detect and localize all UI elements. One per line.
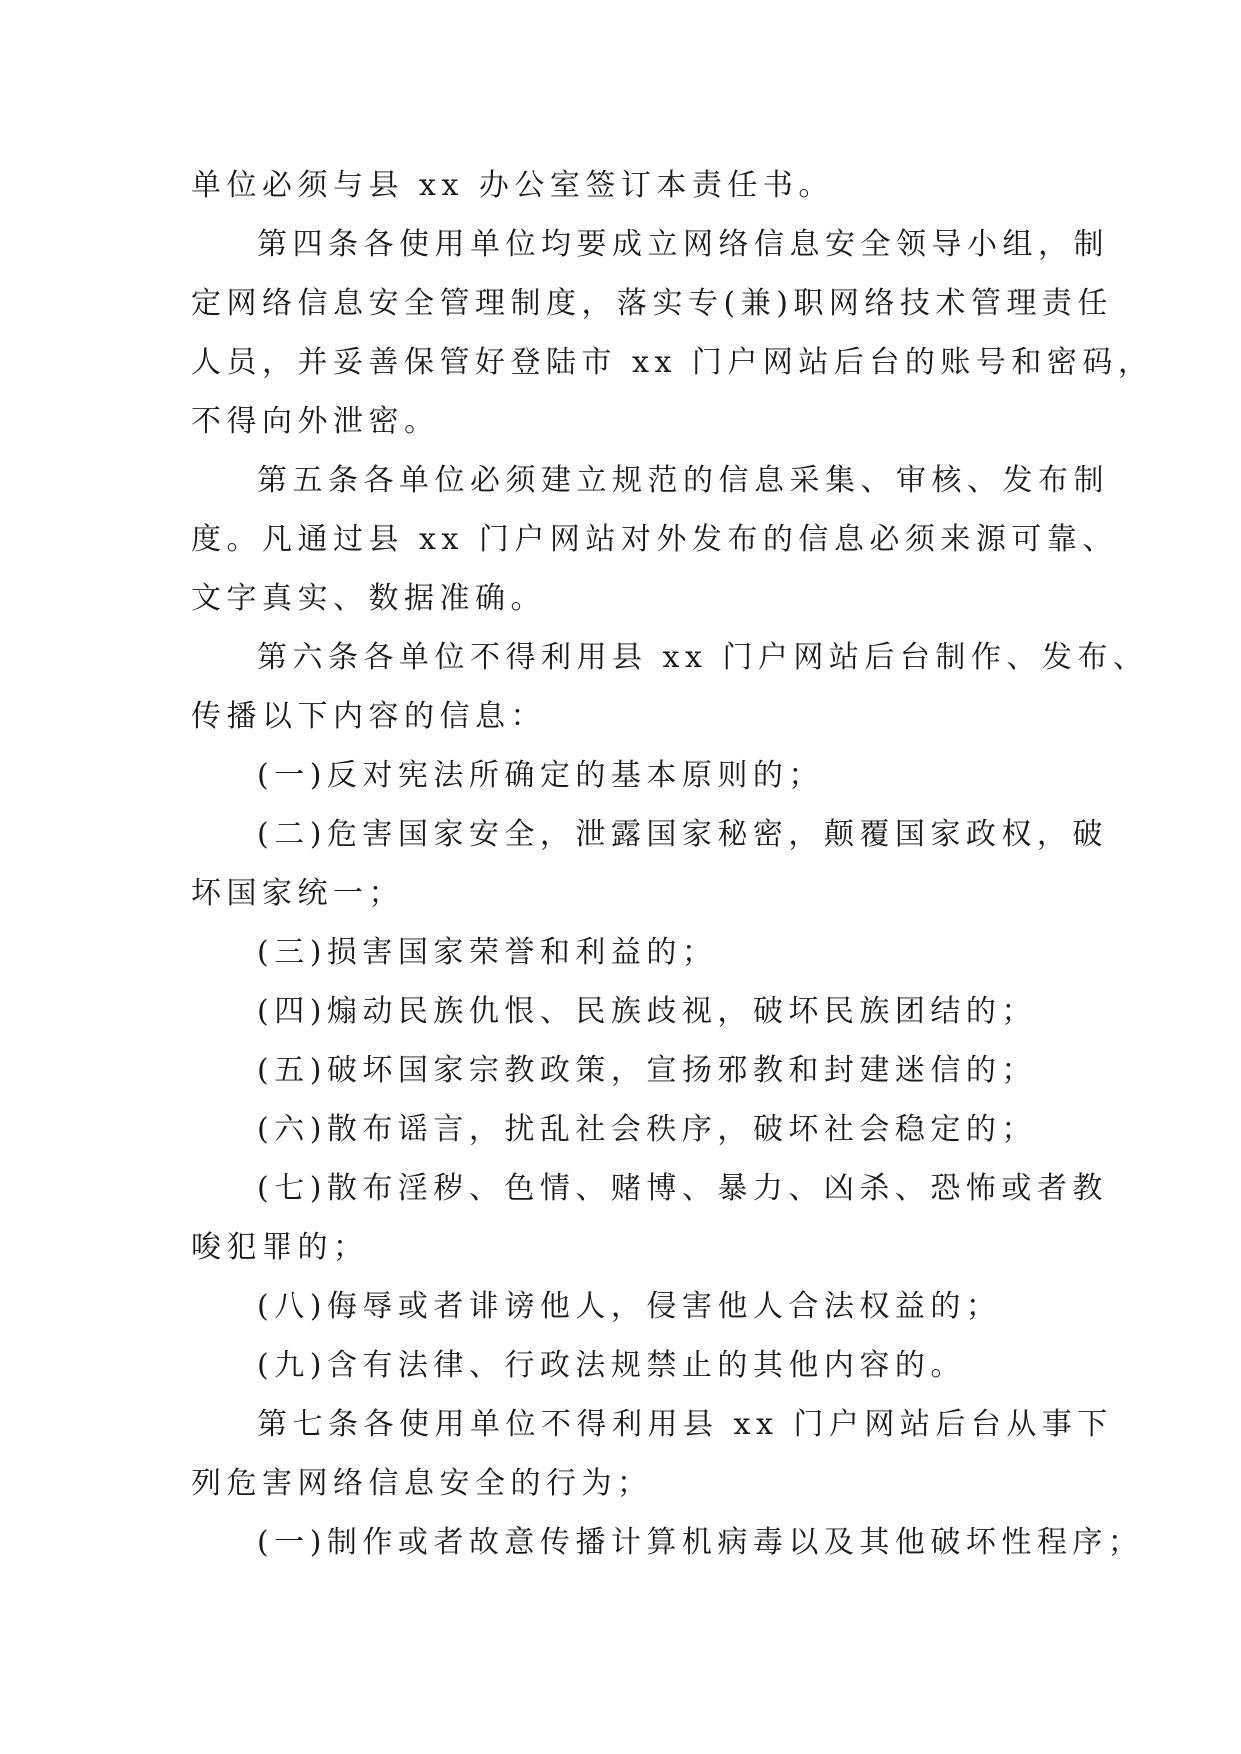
text-line: 坏国家统一； <box>191 876 404 911</box>
text-line: 定网络信息安全管理制度，落实专(兼)职网络技术管理责任 <box>191 286 1113 321</box>
text-line: 传播以下内容的信息： <box>191 699 546 734</box>
text-line: 第六条各单位不得利用县 xx 门户网站后台制作、发布、 <box>257 640 1149 675</box>
text-line: 单位必须与县 xx 办公室签订本责任书。 <box>191 168 834 203</box>
text-line: (一)制作或者故意传播计算机病毒以及其他破坏性程序； <box>257 1525 1144 1560</box>
text-line: 列危害网络信息安全的行为； <box>191 1466 653 1501</box>
text-line: 文字真实、数据准确。 <box>191 581 546 616</box>
text-line: (四)煽动民族仇恨、民族歧视，破坏民族团结的； <box>257 994 1037 1029</box>
text-line: (七)散布淫秽、色情、赌博、暴力、凶杀、恐怖或者教 <box>257 1171 1108 1206</box>
text-line: (五)破坏国家宗教政策，宣扬邪教和封建迷信的； <box>257 1053 1037 1088</box>
text-line: 唆犯罪的； <box>191 1230 369 1265</box>
text-line: 第四条各使用单位均要成立网络信息安全领导小组，制 <box>257 227 1109 262</box>
text-line: 人员，并妥善保管好登陆市 xx 门户网站后台的账号和密码， <box>191 345 1154 380</box>
text-line: (六)散布谣言，扰乱社会秩序，破坏社会稳定的； <box>257 1112 1037 1147</box>
text-line: (一)反对宪法所确定的基本原则的； <box>257 758 824 793</box>
text-line: 第七条各使用单位不得利用县 xx 门户网站后台从事下 <box>257 1407 1113 1442</box>
text-line: 度。凡通过县 xx 门户网站对外发布的信息必须来源可靠、 <box>191 522 1118 557</box>
text-line: (三)损害国家荣誉和利益的； <box>257 935 718 970</box>
document-page <box>191 156 1154 1572</box>
text-line: 不得向外泄密。 <box>191 404 440 439</box>
text-line: (九)含有法律、行政法规禁止的其他内容的。 <box>257 1348 966 1383</box>
text-line: 第五条各单位必须建立规范的信息采集、审核、发布制 <box>257 463 1109 498</box>
text-line: (二)危害国家安全，泄露国家秘密，颠覆国家政权，破 <box>257 817 1108 852</box>
text-line: (八)侮辱或者诽谤他人，侵害他人合法权益的； <box>257 1289 1002 1324</box>
